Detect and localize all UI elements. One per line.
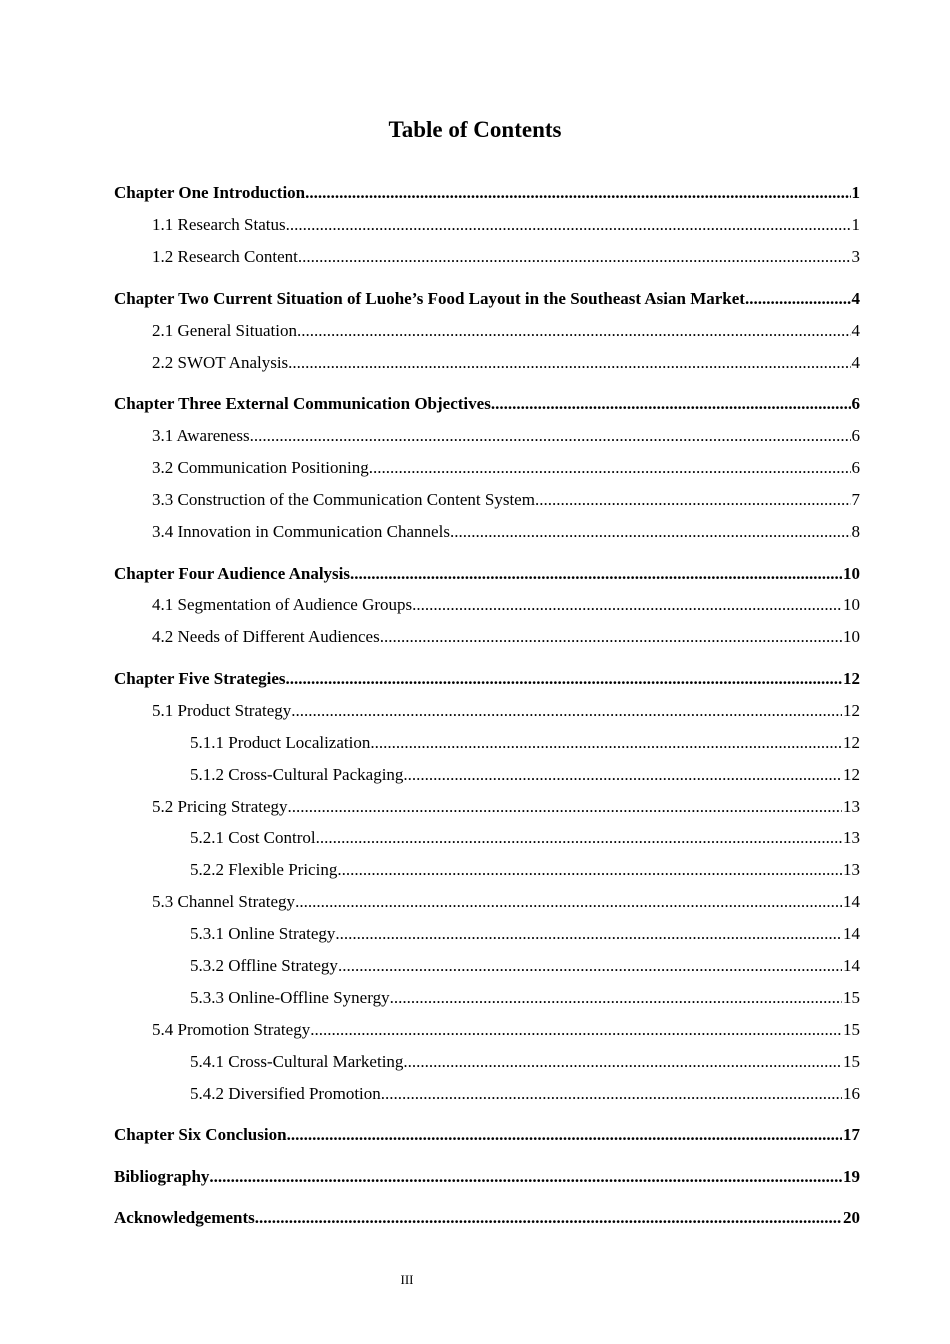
toc-entry-text: 2.1 General Situation: [152, 321, 297, 340]
toc-entry-text: 3.4 Innovation in Communication Channels: [152, 522, 450, 541]
toc-leader-dots: [337, 857, 842, 883]
toc-entry[interactable]: [152, 318, 860, 344]
toc-entry[interactable]: [152, 487, 860, 513]
toc-entry[interactable]: [152, 350, 860, 376]
toc-entry-text: 5.2.1 Cost Control: [190, 828, 316, 847]
toc-leader-dots: [286, 666, 842, 692]
page-number: III: [400, 1272, 414, 1287]
toc-entry[interactable]: [190, 762, 860, 788]
toc-entry-page: 14: [843, 892, 860, 911]
toc-entry-text: 3.2 Communication Positioning: [152, 458, 369, 477]
toc-entry[interactable]: [190, 1049, 860, 1075]
toc-entry-text: 5.4.1 Cross-Cultural Marketing: [190, 1052, 404, 1071]
toc-entry-page: 15: [843, 1052, 860, 1071]
toc-entry-text: 5.1.1 Product Localization: [190, 733, 371, 752]
toc-entry-page: 20: [843, 1208, 860, 1227]
toc-entry[interactable]: [190, 857, 860, 883]
toc-entry-text: 5.4.2 Diversified Promotion: [190, 1084, 381, 1103]
toc-entry[interactable]: [190, 953, 860, 979]
toc-entry[interactable]: [152, 624, 860, 650]
toc-leader-dots: [255, 1205, 842, 1231]
toc-entry-text: 5.3.3 Online-Offline Synergy: [190, 988, 390, 1007]
toc-entry-page: 17: [843, 1125, 860, 1144]
toc-entry-page: 12: [843, 733, 860, 752]
toc-entry[interactable]: [152, 794, 860, 820]
toc-entry-text: Chapter Three External Communication Objectives: [114, 394, 491, 413]
toc-entry[interactable]: [114, 1122, 860, 1148]
toc-entry[interactable]: [190, 985, 860, 1011]
toc-entry-page: 3: [851, 247, 860, 266]
toc-entry-text: 3.3 Construction of the Communication Content System: [152, 490, 535, 509]
toc-entry-text: 5.3 Channel Strategy: [152, 892, 296, 911]
toc-entry-text: Chapter Two Current Situation of Luohe’s Food Layout in the Southeast Asian Market: [114, 289, 745, 308]
toc-entry[interactable]: [190, 730, 860, 756]
toc-entry-page: 13: [843, 860, 860, 879]
toc-leader-dots: [310, 1017, 842, 1043]
toc-entry-text: Bibliography: [114, 1167, 210, 1186]
toc-entry-text: 5.4 Promotion Strategy: [152, 1020, 311, 1039]
toc-entry[interactable]: [190, 921, 860, 947]
toc-entry-text: Chapter Four Audience Analysis: [114, 564, 350, 583]
toc-leader-dots: [297, 318, 851, 344]
toc-entry[interactable]: [152, 519, 860, 545]
toc-entry[interactable]: [114, 391, 860, 417]
toc-entry-page: 4: [851, 289, 860, 308]
toc-entry-page: 10: [843, 564, 860, 583]
toc-leader-dots: [305, 180, 850, 206]
toc-entry-page: 14: [843, 924, 860, 943]
toc-entry-text: 5.2 Pricing Strategy: [152, 797, 288, 816]
toc-leader-dots: [209, 1164, 842, 1190]
toc-entry[interactable]: [152, 698, 860, 724]
toc-entry-text: 1.2 Research Content: [152, 247, 298, 266]
toc-entry-text: 5.1 Product Strategy: [152, 701, 292, 720]
toc-entry-page: 4: [851, 321, 860, 340]
toc-leader-dots: [338, 953, 842, 979]
toc-leader-dots: [335, 921, 842, 947]
toc-entry-text: 5.3.2 Offline Strategy: [190, 956, 338, 975]
toc-leader-dots: [745, 286, 851, 312]
toc-leader-dots: [350, 561, 842, 587]
toc-entry-text: 4.1 Segmentation of Audience Groups: [152, 595, 413, 614]
toc-entry-page: 15: [843, 988, 860, 1007]
toc-entry[interactable]: [190, 1081, 860, 1107]
toc-entry-text: 5.2.2 Flexible Pricing: [190, 860, 338, 879]
toc-leader-dots: [390, 985, 842, 1011]
toc-entry-page: 12: [843, 701, 860, 720]
toc-entry-page: 10: [843, 627, 860, 646]
toc-entry-page: 10: [843, 595, 860, 614]
toc-leader-dots: [295, 889, 842, 915]
toc-entry-page: 8: [851, 522, 860, 541]
toc-entry-page: 12: [843, 765, 860, 784]
toc-entry-page: 4: [851, 353, 860, 372]
toc-entry[interactable]: [152, 455, 860, 481]
toc-entry-text: 4.2 Needs of Different Audiences: [152, 627, 380, 646]
toc-entry[interactable]: [152, 592, 860, 618]
toc-entry-text: 1.1 Research Status: [152, 215, 286, 234]
toc-entry-text: Chapter Six Conclusion: [114, 1125, 287, 1144]
toc-entry[interactable]: [114, 666, 860, 692]
toc-entry-page: 6: [851, 394, 860, 413]
toc-entry[interactable]: [152, 212, 860, 238]
toc-leader-dots: [288, 350, 850, 376]
toc-leader-dots: [291, 698, 842, 724]
toc-entry-page: 15: [843, 1020, 860, 1039]
toc-leader-dots: [450, 519, 851, 545]
toc-leader-dots: [286, 212, 851, 238]
toc-entry[interactable]: [152, 1017, 860, 1043]
toc-leader-dots: [381, 1081, 842, 1107]
toc-entry-text: Chapter One Introduction: [114, 183, 306, 202]
toc-entry-page: 14: [843, 956, 860, 975]
toc-title: Table of Contents: [388, 117, 562, 142]
toc-entry[interactable]: [114, 1164, 860, 1190]
toc-leader-dots: [380, 624, 842, 650]
toc-leader-dots: [412, 592, 842, 618]
toc-entry-text: 5.1.2 Cross-Cultural Packaging: [190, 765, 404, 784]
toc-entry[interactable]: [152, 244, 860, 270]
toc-entry-page: 16: [843, 1084, 860, 1103]
toc-entry[interactable]: [152, 889, 860, 915]
toc-entry-page: 19: [843, 1167, 860, 1186]
toc-entry[interactable]: [114, 561, 860, 587]
toc-leader-dots: [298, 244, 851, 270]
toc-entry-text: Chapter Five Strategies: [114, 669, 286, 688]
toc-entry-page: 13: [843, 797, 860, 816]
toc-entry-page: 1: [851, 183, 860, 202]
toc-entry-text: 5.3.1 Online Strategy: [190, 924, 336, 943]
toc-entry[interactable]: [114, 180, 860, 206]
toc-entry-page: 6: [851, 426, 860, 445]
toc-leader-dots: [535, 487, 851, 513]
toc-leader-dots: [250, 423, 851, 449]
toc-entry-page: 1: [851, 215, 860, 234]
toc-entry-page: 7: [851, 490, 860, 509]
toc-entry[interactable]: [152, 423, 860, 449]
toc-entry-page: 13: [843, 828, 860, 847]
toc-leader-dots: [403, 762, 842, 788]
toc-entry-text: Acknowledgements: [114, 1208, 255, 1227]
toc-leader-dots: [316, 825, 842, 851]
toc-leader-dots: [491, 391, 851, 417]
toc-leader-dots: [369, 455, 851, 481]
toc-entry-page: 12: [843, 669, 860, 688]
toc-leader-dots: [370, 730, 842, 756]
toc-entry[interactable]: [190, 825, 860, 851]
toc-entry[interactable]: [114, 286, 860, 312]
toc-entry-text: 3.1 Awareness: [152, 426, 250, 445]
toc-leader-dots: [403, 1049, 842, 1075]
toc-leader-dots: [288, 794, 842, 820]
toc-entry[interactable]: [114, 1205, 860, 1231]
toc-entry-text: 2.2 SWOT Analysis: [152, 353, 289, 372]
toc-entry-page: 6: [851, 458, 860, 477]
toc-leader-dots: [287, 1122, 842, 1148]
